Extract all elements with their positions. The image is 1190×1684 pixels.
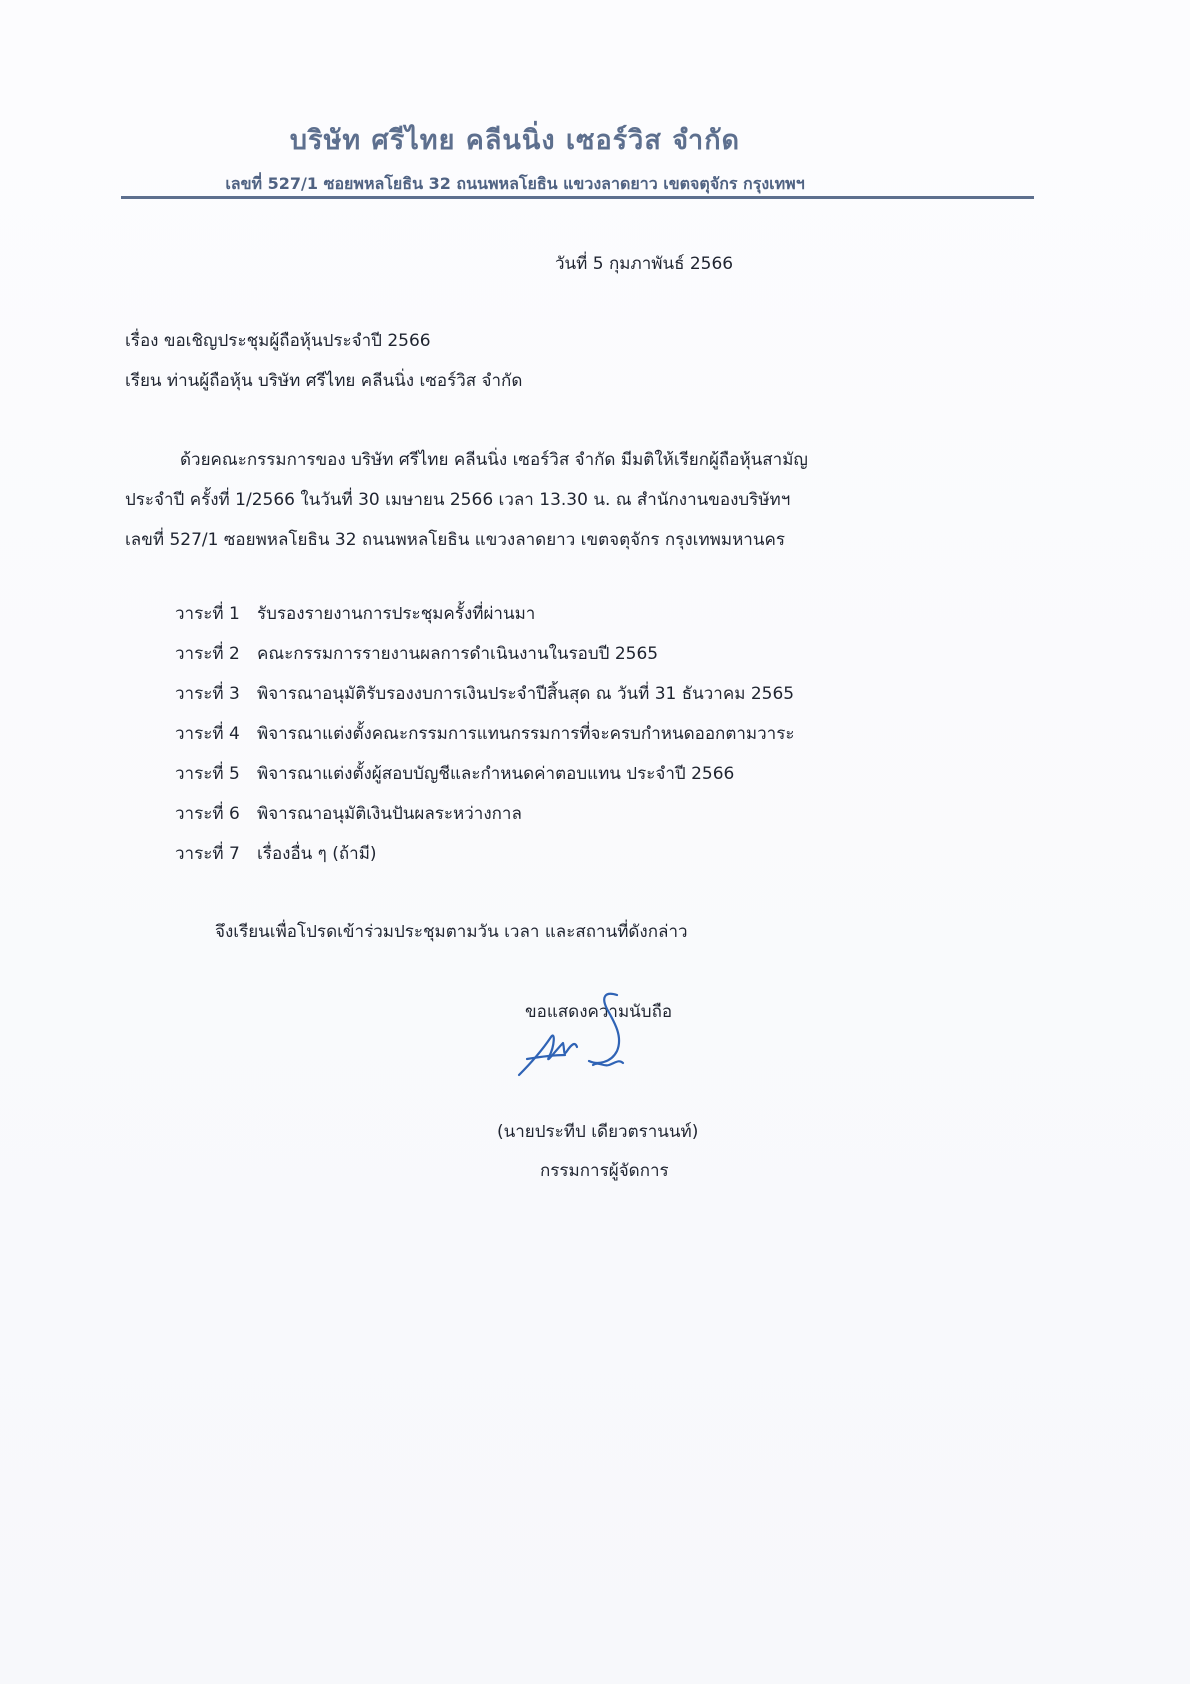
body-line: ประจำปี ครั้งที่ 1/2566 ในวันที่ 30 เมษายน 2566 เวลา 13.30 น. ณ สำนักงานของบริษัทฯ — [125, 490, 791, 510]
letter-recipient: เรียน ท่านผู้ถือหุ้น บริษัท ศรีไทย คลีนนิ่ง เซอร์วิส จำกัด — [125, 371, 523, 391]
agenda-text: พิจารณาอนุมัติเงินปันผลระหว่างกาล — [257, 804, 522, 824]
agenda-number: วาระที่ 3 — [175, 684, 240, 704]
agenda-item — [175, 720, 794, 760]
agenda-text: พิจารณาแต่งตั้งผู้สอบบัญชีและกำหนดค่าตอบแทน ประจำปี 2566 — [257, 764, 735, 784]
signer-name: (นายประทีป เดียวตรานนท์) — [497, 1122, 699, 1142]
letter-date: วันที่ 5 กุมภาพันธ์ 2566 — [555, 254, 734, 274]
letter-subject: เรื่อง ขอเชิญประชุมผู้ถือหุ้นประจำปี 2566 — [125, 331, 431, 351]
agenda-number: วาระที่ 5 — [175, 764, 240, 784]
agenda-number: วาระที่ 7 — [175, 844, 240, 864]
agenda-text: พิจารณาอนุมัติรับรองงบการเงินประจำปีสิ้นสุด ณ วันที่ 31 ธันวาคม 2565 — [257, 684, 795, 704]
company-address: เลขที่ 527/1 ซอยพหลโยธิน 32 ถนนพหลโยธิน แขวงลาดยาว เขตจตุจักร กรุงเทพฯ — [225, 174, 805, 193]
agenda-number: วาระที่ 1 — [175, 604, 240, 624]
signature-mark — [505, 985, 665, 1095]
signer-title: กรรมการผู้จัดการ — [540, 1161, 669, 1181]
body-line: ด้วยคณะกรรมการของ บริษัท ศรีไทย คลีนนิ่ง เซอร์วิส จำกัด มีมติให้เรียกผู้ถือหุ้นสามัญ — [180, 450, 808, 470]
agenda-text: คณะกรรมการรายงานผลการดำเนินงานในรอบปี 2565 — [257, 644, 659, 664]
agenda-text: รับรองรายงานการประชุมครั้งที่ผ่านมา — [257, 604, 536, 624]
company-name: บริษัท ศรีไทย คลีนนิ่ง เซอร์วิส จำกัด — [289, 125, 741, 156]
agenda-item — [175, 680, 794, 720]
agenda-number: วาระที่ 6 — [175, 804, 240, 824]
agenda-number: วาระที่ 4 — [175, 724, 240, 744]
regards-text: ขอแสดงความนับถือ — [525, 1002, 673, 1022]
agenda-item — [175, 600, 794, 640]
agenda-item — [175, 840, 794, 880]
agenda-text: พิจารณาแต่งตั้งคณะกรรมการแทนกรรมการที่จะครบกำหนดออกตามวาระ — [257, 724, 795, 744]
closing-sentence: จึงเรียนเพื่อโปรดเข้าร่วมประชุมตามวัน เวลา และสถานที่ดังกล่าว — [215, 922, 688, 942]
agenda-list — [175, 600, 794, 880]
body-line: เลขที่ 527/1 ซอยพหลโยธิน 32 ถนนพหลโยธิน แขวงลาดยาว เขตจตุจักร กรุงเทพมหานคร — [125, 530, 785, 550]
header-divider — [121, 196, 1034, 199]
agenda-item — [175, 640, 794, 680]
agenda-item — [175, 800, 794, 840]
agenda-item — [175, 760, 794, 800]
agenda-text: เรื่องอื่น ๆ (ถ้ามี) — [257, 844, 377, 864]
agenda-number: วาระที่ 2 — [175, 644, 240, 664]
